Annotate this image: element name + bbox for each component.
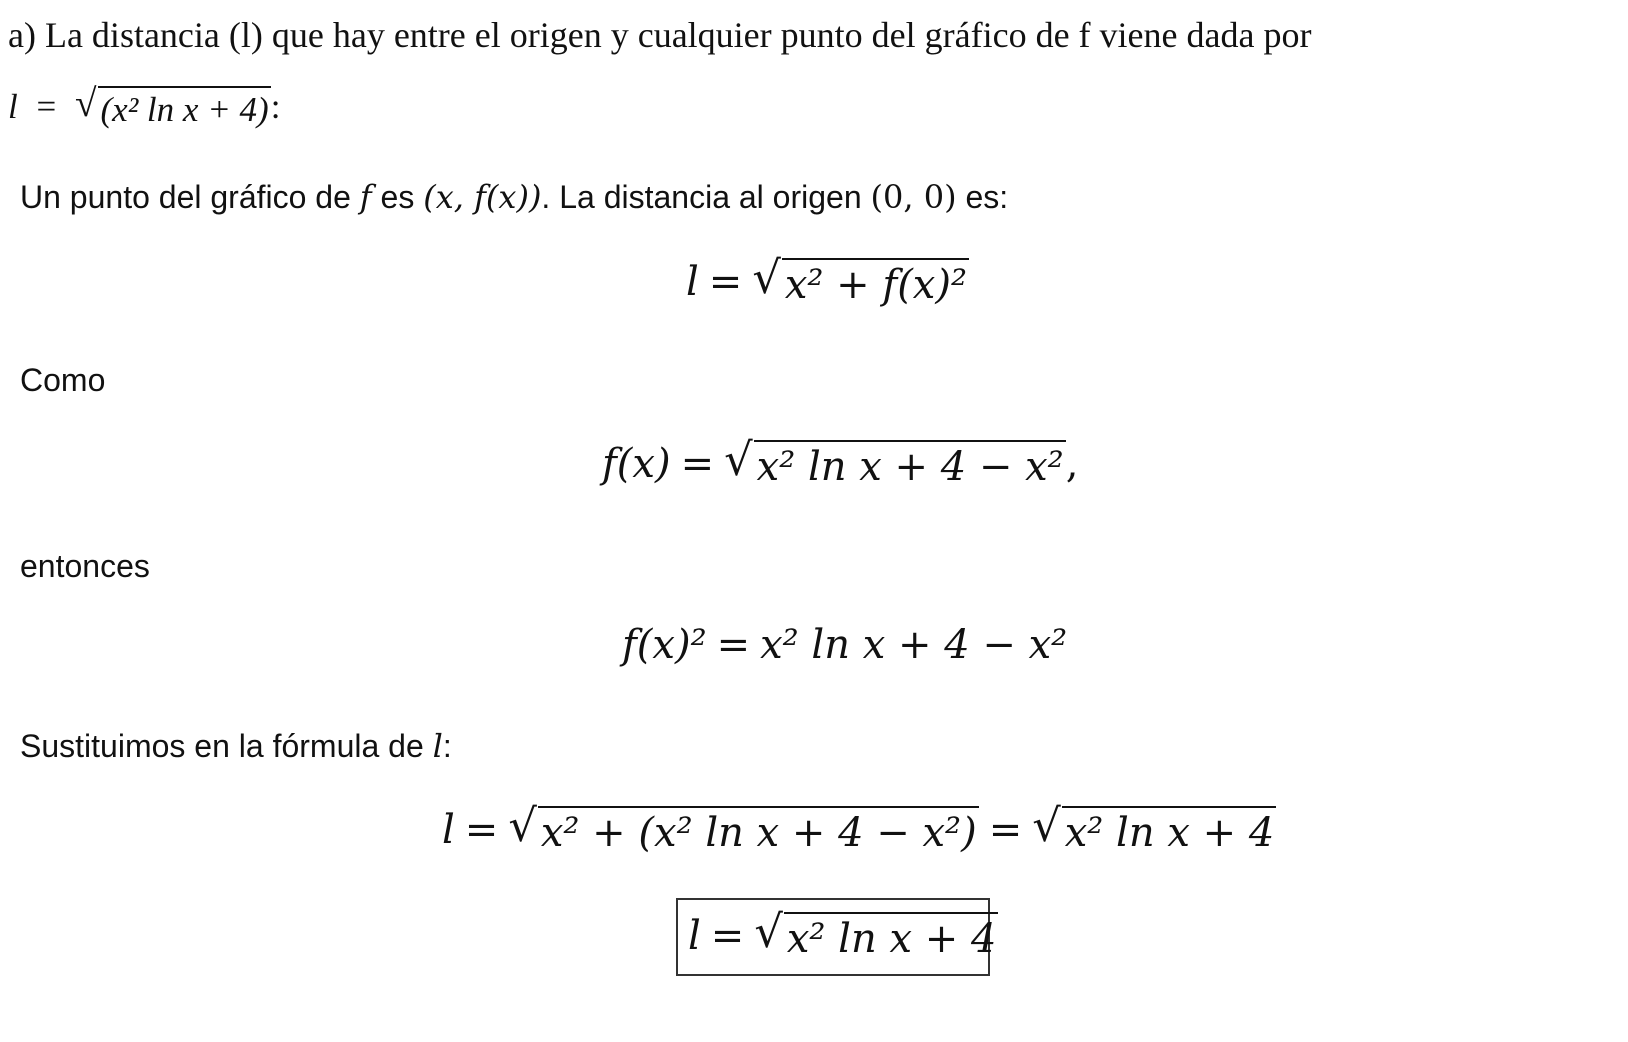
radical-sign-icon: √ [508,799,537,852]
equation-function-definition [602,433,1079,490]
length-symbol: l [8,87,18,126]
equation-lhs: f(x) [602,441,671,487]
length-symbol: l [432,727,443,765]
equals-sign: = [36,87,57,126]
equals-sign: = [716,622,751,668]
radical-sign-icon: √ [724,433,753,486]
equation-final-result [688,905,998,962]
text: Sustituimos en la fórmula de [20,728,433,764]
problem-statement-formula [8,82,281,130]
equals-sign: = [680,441,715,487]
radical-sign-icon: √ [754,905,783,958]
comma: , [1065,441,1079,487]
equation-distance [686,251,969,308]
radicand: x² ln x + 4 [1062,806,1277,856]
equation-lhs: l [686,259,699,305]
text: es [371,179,424,215]
square-root [1032,799,1276,856]
square-root [752,251,969,308]
square-root [754,905,998,962]
equation-lhs: f(x)² [622,622,707,668]
paragraph-point-definition [20,178,1008,216]
equals-sign: = [708,259,743,305]
text: : [442,728,452,764]
equation-lhs: l [442,807,455,853]
radicand: x² + f(x)² [782,258,969,308]
paragraph-entonces: entonces [20,548,150,584]
radical-sign-icon: √ [1032,799,1061,852]
radical-sign-icon: √ [752,251,781,304]
radicand: x² ln x + 4 [784,912,999,962]
origin-expression: (0, 0) [870,178,957,216]
equation-substituted [442,799,1276,856]
equation-lhs: l [688,913,701,959]
square-root [724,433,1066,490]
point-expression: (x, f(x)) [423,178,542,216]
equation-function-squared [622,622,1067,668]
paragraph-como: Como [20,362,106,398]
equation-rhs: x² ln x + 4 − x² [760,622,1068,668]
square-root [508,799,978,856]
problem-statement-line-1: a) La distancia (l) que hay entre el origen y cualquier punto del gráfico de f viene dada por [8,15,1312,55]
text: . La distancia al origen [541,179,871,215]
equals-sign: = [710,913,745,959]
radicand: x² + (x² ln x + 4 − x²) [538,806,979,856]
equals-sign: = [988,807,1023,853]
function-symbol: f [359,178,372,216]
equals-sign: = [464,807,499,853]
paragraph-substitution [20,727,452,765]
square-root [74,82,271,130]
radical-sign-icon: √ [74,82,97,125]
text: es: [956,179,1009,215]
text: Un punto del gráfico de [20,179,360,215]
radicand: x² ln x + 4 − x² [754,440,1066,490]
colon: : [270,87,281,126]
radicand: (x² ln x + 4) [98,86,271,130]
